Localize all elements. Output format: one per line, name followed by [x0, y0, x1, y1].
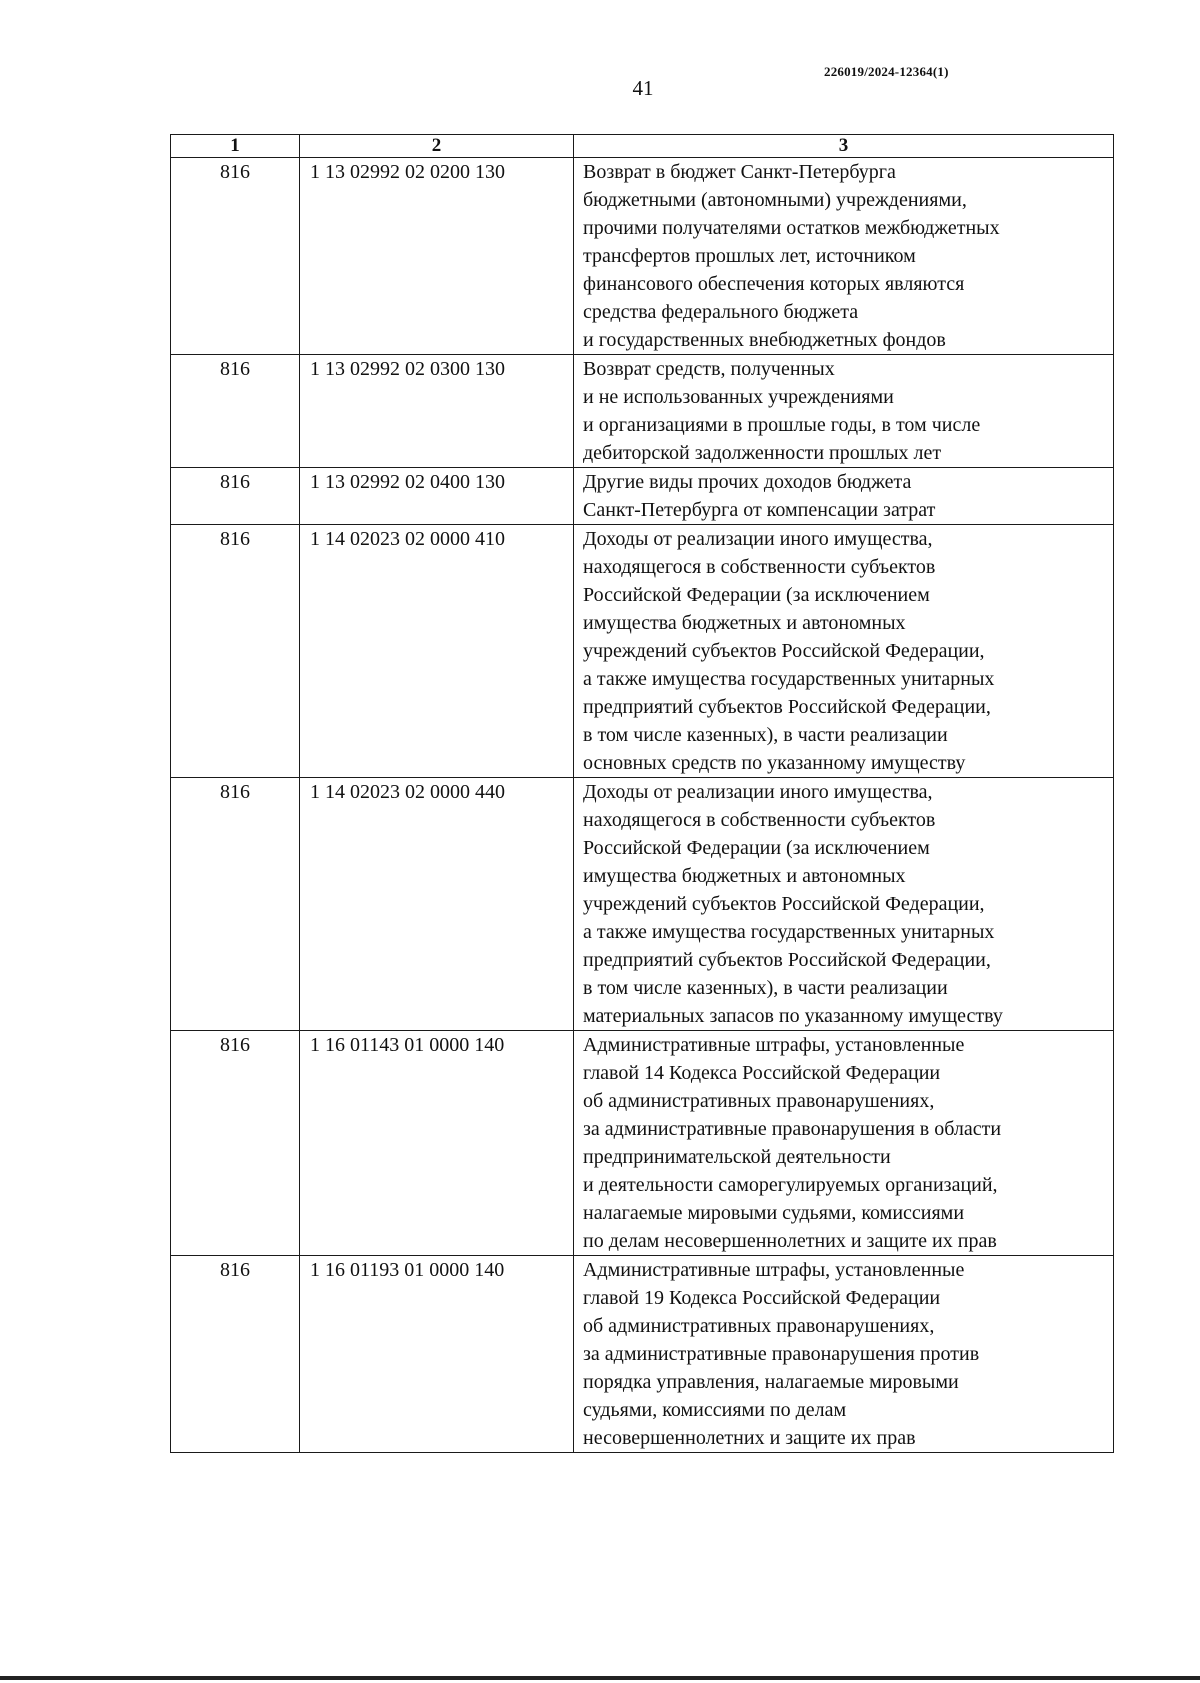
table-row: [171, 778, 1114, 1031]
description-line: об административных правонарушениях,: [583, 1315, 935, 1337]
description-line: а также имущества государственных унитарных: [583, 668, 995, 690]
description-line: предпринимательской деятельности: [583, 1146, 891, 1168]
administrator-code-cell: 816: [171, 158, 300, 355]
description-line: судьями, комиссиями по делам: [583, 1399, 847, 1421]
budget-classification-code-cell: 1 13 02992 02 0300 130: [300, 355, 574, 468]
description-line: и организациями в прошлые годы, в том числе: [583, 414, 981, 436]
page-number-text: 41: [632, 76, 654, 100]
description-line: и не использованных учреждениями: [583, 386, 894, 408]
description-line: финансового обеспечения которых являются: [583, 273, 965, 295]
column-header-1: 1: [171, 135, 300, 158]
description-line: налагаемые мировыми судьями, комиссиями: [583, 1202, 965, 1224]
description-line: Российской Федерации (за исключением: [583, 584, 930, 606]
description-line: несовершеннолетних и защите их прав: [583, 1427, 916, 1449]
description-line: главой 14 Кодекса Российской Федерации: [583, 1062, 941, 1084]
description-line: имущества бюджетных и автономных: [583, 612, 906, 634]
revenue-description-cell: [574, 355, 1114, 468]
budget-classification-code-cell: 1 13 02992 02 0200 130: [300, 158, 574, 355]
description-line: Российской Федерации (за исключением: [583, 837, 930, 859]
description-line: дебиторской задолженности прошлых лет: [583, 442, 942, 464]
budget-classification-code-cell: 1 13 02992 02 0400 130: [300, 468, 574, 525]
description-line: средства федерального бюджета: [583, 301, 859, 323]
description-line: учреждений субъектов Российской Федерации,: [583, 893, 985, 915]
description-line: предприятий субъектов Российской Федерации,: [583, 949, 991, 971]
description-line: Другие виды прочих доходов бюджета: [583, 471, 912, 493]
description-line: имущества бюджетных и автономных: [583, 865, 906, 887]
budget-codes-table: [170, 134, 1114, 1453]
revenue-description-cell: [574, 158, 1114, 355]
description-line: в том числе казенных), в части реализации: [583, 977, 948, 999]
budget-classification-code-cell: 1 16 01143 01 0000 140: [300, 1031, 574, 1256]
budget-classification-code-cell: 1 14 02023 02 0000 410: [300, 525, 574, 778]
description-line: Доходы от реализации иного имущества,: [583, 781, 933, 803]
revenue-description-cell: [574, 468, 1114, 525]
description-line: и государственных внебюджетных фондов: [583, 329, 946, 351]
table-row: [171, 355, 1114, 468]
administrator-code-cell: 816: [171, 1031, 300, 1256]
table-row: [171, 468, 1114, 525]
table-row: [171, 1256, 1114, 1453]
description-line: учреждений субъектов Российской Федерации,: [583, 640, 985, 662]
column-header-3: 3: [574, 135, 1114, 158]
page-bottom-edge: [0, 1676, 1200, 1680]
revenue-description-cell: [574, 525, 1114, 778]
table-row: [171, 525, 1114, 778]
table-row: [171, 1031, 1114, 1256]
description-line: в том числе казенных), в части реализации: [583, 724, 948, 746]
description-line: Административные штрафы, установленные: [583, 1034, 965, 1056]
description-line: по делам несовершеннолетних и защите их прав: [583, 1230, 997, 1252]
column-header-2: 2: [300, 135, 574, 158]
description-line: за административные правонарушения против: [583, 1343, 980, 1365]
description-line: Доходы от реализации иного имущества,: [583, 528, 933, 550]
administrator-code-cell: 816: [171, 1256, 300, 1453]
description-line: об административных правонарушениях,: [583, 1090, 935, 1112]
description-line: а также имущества государственных унитарных: [583, 921, 995, 943]
description-line: Возврат средств, полученных: [583, 358, 835, 380]
document-registration-number: 226019/2024-12364(1): [824, 64, 949, 79]
description-line: основных средств по указанному имуществу: [583, 752, 966, 774]
table-body: [171, 158, 1114, 1453]
revenue-description-cell: [574, 778, 1114, 1031]
description-line: порядка управления, налагаемые мировыми: [583, 1371, 959, 1393]
description-line: предприятий субъектов Российской Федерации,: [583, 696, 991, 718]
revenue-description-cell: [574, 1031, 1114, 1256]
table-row: [171, 158, 1114, 355]
description-line: прочими получателями остатков межбюджетных: [583, 217, 1000, 239]
description-line: находящегося в собственности субъектов: [583, 809, 936, 831]
description-line: бюджетными (автономными) учреждениями,: [583, 189, 967, 211]
administrator-code-cell: 816: [171, 525, 300, 778]
description-line: и деятельности саморегулируемых организаций,: [583, 1174, 998, 1196]
description-line: находящегося в собственности субъектов: [583, 556, 936, 578]
administrator-code-cell: 816: [171, 355, 300, 468]
description-line: Возврат в бюджет Санкт-Петербурга: [583, 161, 896, 183]
table-header-row: [171, 135, 1114, 158]
budget-classification-code-cell: 1 16 01193 01 0000 140: [300, 1256, 574, 1453]
description-line: трансфертов прошлых лет, источником: [583, 245, 916, 267]
revenue-description-cell: [574, 1256, 1114, 1453]
description-line: материальных запасов по указанному имуществу: [583, 1005, 1003, 1027]
page-number: [0, 76, 1200, 101]
budget-classification-code-cell: 1 14 02023 02 0000 440: [300, 778, 574, 1031]
administrator-code-cell: 816: [171, 468, 300, 525]
description-line: за административные правонарушения в области: [583, 1118, 1002, 1140]
description-line: Административные штрафы, установленные: [583, 1259, 965, 1281]
administrator-code-cell: 816: [171, 778, 300, 1031]
description-line: Санкт-Петербурга от компенсации затрат: [583, 499, 936, 521]
description-line: главой 19 Кодекса Российской Федерации: [583, 1287, 941, 1309]
